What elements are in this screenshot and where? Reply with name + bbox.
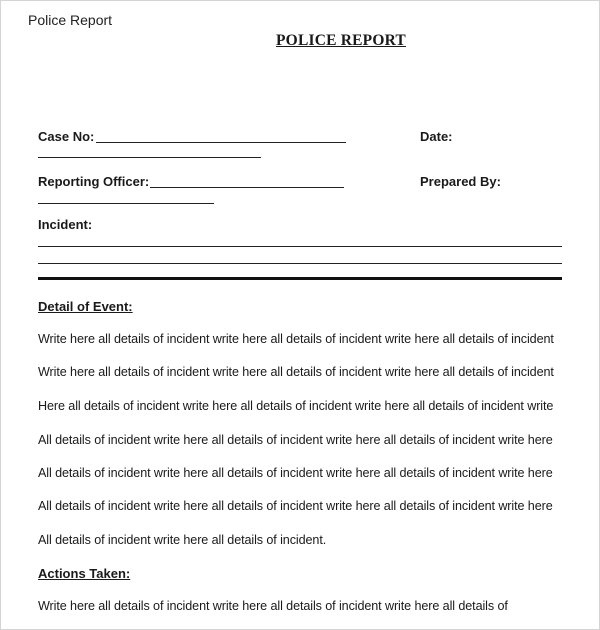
detail-line: Here all details of incident write here all details of incident write here all details of incident write	[38, 399, 554, 413]
document-label: Police Report	[28, 12, 113, 28]
date-label: Date:	[420, 129, 453, 144]
case-no-line[interactable]	[96, 142, 346, 143]
prepared-by-label: Prepared By:	[420, 174, 501, 189]
detail-line: All details of incident write here all details of incident write here all details of incident write here	[38, 499, 553, 513]
detail-line: All details of incident write here all details of incident write here all details of incident write here	[38, 466, 553, 480]
incident-label: Incident:	[38, 217, 93, 232]
reporting-officer-line[interactable]	[150, 187, 344, 188]
reporting-officer-label: Reporting Officer:	[38, 174, 150, 189]
incident-line-2[interactable]	[38, 263, 562, 264]
detail-line: Write here all details of incident write here all details of incident write here all details of incident	[38, 332, 554, 346]
case-no-label: Case No:	[38, 129, 95, 144]
reporting-officer-line-2[interactable]	[38, 203, 214, 204]
detail-of-event-heading: Detail of Event:	[38, 299, 133, 314]
detail-line: Write here all details of incident write here all details of incident write here all details of incident	[38, 365, 554, 379]
detail-line: All details of incident write here all details of incident.	[38, 533, 327, 547]
incident-line-1[interactable]	[38, 246, 562, 247]
detail-line: All details of incident write here all details of incident write here all details of incident write here	[38, 433, 553, 447]
section-divider	[38, 277, 562, 280]
actions-taken-heading: Actions Taken:	[38, 566, 131, 581]
actions-line: Write here all details of incident write here all details of incident write here all details of	[38, 599, 508, 613]
case-no-line-2[interactable]	[38, 157, 261, 158]
page-title: POLICE REPORT	[276, 32, 406, 49]
